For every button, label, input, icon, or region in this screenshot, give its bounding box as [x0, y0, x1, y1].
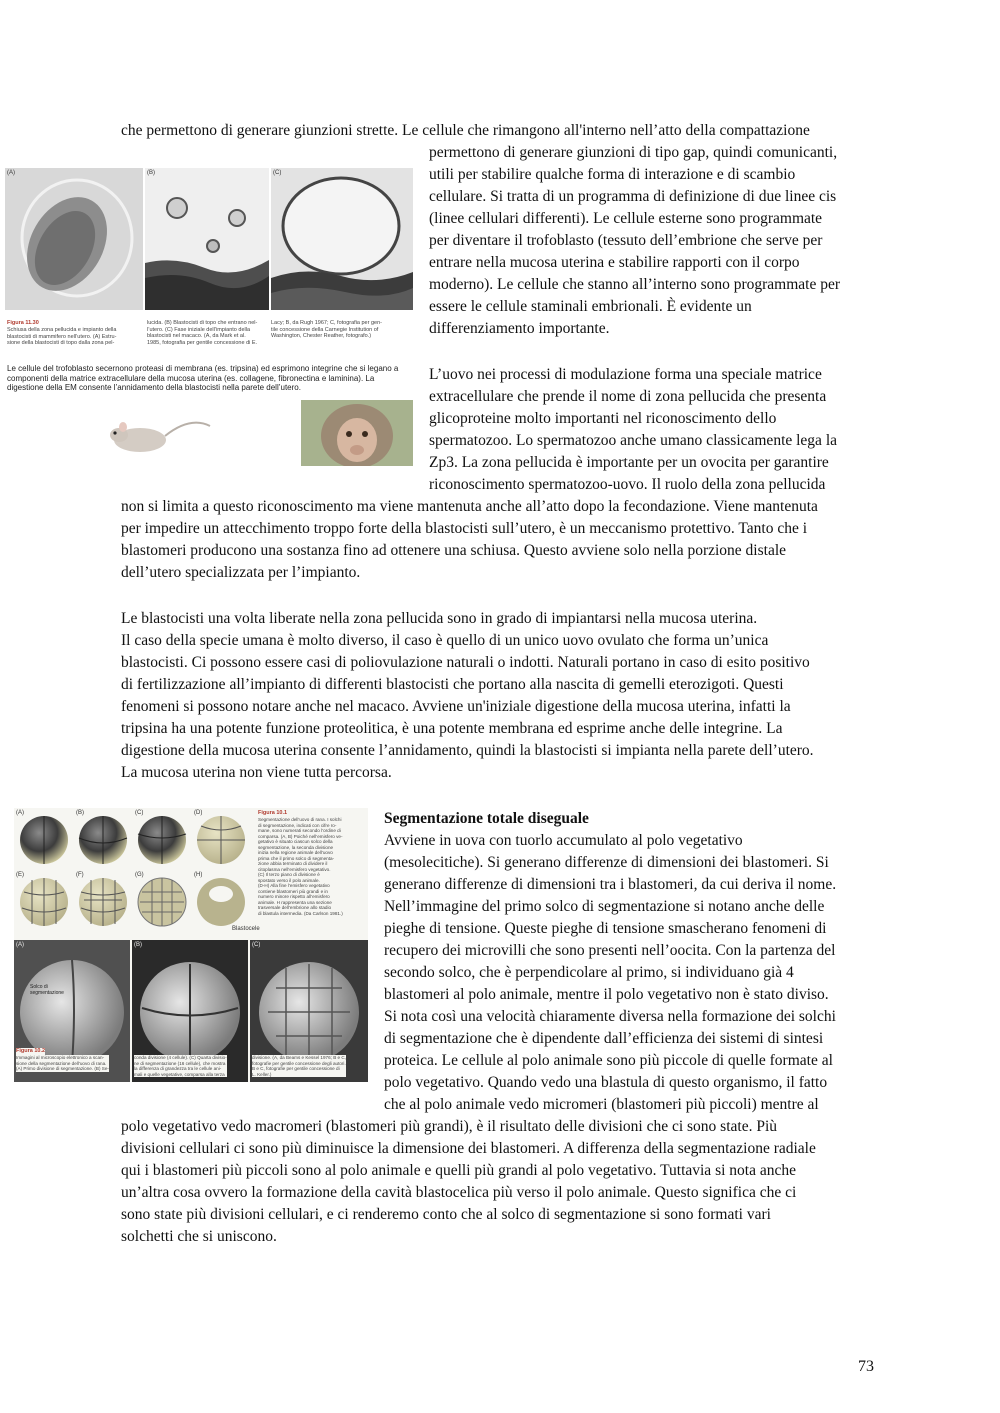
caption-line: L. Keller.) — [252, 1071, 272, 1077]
figure-title: Figura 11.30 — [7, 320, 39, 326]
caption-line: lucida. (B) Blastocisti di topo che entrano nel- — [147, 320, 258, 326]
text-line: Le blastocisti una volta liberate nella zona pellucida sono in grado di impiantarsi nella mucosa uterina. — [121, 610, 758, 627]
text-line: non si limita a questo riconoscimento ma viene mantenuta anche all’atto dopo la fecondazione. Viene mantenuta — [121, 498, 818, 515]
text-line: differenziamento importante. — [429, 320, 610, 337]
caption-line: Immagini al microscopio elettronico a scan- — [16, 1055, 105, 1060]
section-heading: Segmentazione totale diseguale — [384, 810, 589, 827]
blastocele-label: Blastocele — [232, 926, 260, 932]
caption-line: di blastula intermedia. (Da Carlson 1981.) — [258, 910, 343, 916]
embryo-e — [20, 878, 68, 926]
caption2-column-2 — [134, 1055, 227, 1077]
embryo-f — [79, 878, 127, 926]
panel-label: (F) — [76, 872, 84, 878]
text-line: di segmentazione che è dipendente dall’efficienza dei sistemi di sintesi — [384, 1030, 824, 1047]
caption-line: l’utero. (C) Fase iniziale dell’impianto della — [147, 326, 251, 333]
caption-block — [258, 817, 343, 916]
text-line: Nell’immagine del primo solco di segmentazione si notano anche delle — [384, 898, 825, 915]
text-line: blastomeri al polo animale, mentre il polo vegetativo non è stato diviso. — [384, 986, 829, 1003]
caption2-column-1 — [16, 1055, 109, 1072]
caption-column-1 — [7, 327, 116, 347]
caption-line: spostato verso il polo animale. — [258, 877, 320, 883]
panel-label-a: (A) — [7, 170, 15, 176]
panel-label: (G) — [135, 872, 144, 878]
caption-line: getativo è situato ciascun solco della — [258, 839, 333, 844]
caption-line: fotografie per gentile concessione degli autori. — [252, 1060, 346, 1066]
caption-line: mane, sono numerati secondo l’ordine di — [258, 828, 341, 833]
mouse-image — [105, 410, 225, 456]
page-number: 73 — [858, 1358, 874, 1375]
panel-label-b: (B) — [147, 170, 155, 176]
caption-line: mali e quelle vegetative, comparsa alla terza — [134, 1071, 225, 1077]
caption-line: blastocisti di mammifero nell’utero. (A) Estru- — [7, 333, 117, 340]
text-line: pieghe di tensione. Queste pieghe di tensione smascherano fenomeni di — [384, 920, 827, 937]
text-line: sono state più divisioni cellulari, e ci renderemo conto che al solco di segmentazione si sono formati vari — [121, 1206, 771, 1223]
caption-line: prima che il primo solco di segmenta- — [258, 855, 335, 861]
text-line: polo vegetativo vedo macromeri (blastomeri più grandi), è il risultato delle divisioni che ci sono state. Più — [121, 1118, 778, 1135]
figure-title-2: Figura 10.2 — [16, 1048, 46, 1054]
text-line: qui i blastomeri più piccoli sono al polo animale e quelli più grandi al polo vegetativo. Tuttavia si nota anche — [121, 1162, 796, 1179]
text-line: che al polo animale vedo micromeri (blastomeri più piccoli) mentre al — [384, 1096, 819, 1113]
text-line: digestione della mucosa uterina consente l’annidamento, quindi la blastocisti si impianta nella parete dell’utero. — [121, 742, 814, 759]
caption-line: numero minore rispetto all’emisfero — [258, 894, 330, 899]
caption-line: B e C, fotografie per gentile concessione di — [252, 1066, 340, 1071]
panel-label: (D) — [194, 810, 203, 816]
panel-label: (H) — [194, 872, 203, 878]
caption-column-3 — [271, 320, 382, 340]
caption-line: sione della blastocisti di topo dalla zona pel- — [7, 340, 115, 346]
caption-line: (A) Primo divisione di segmentazione. (B) Se- — [16, 1066, 109, 1071]
text-line: (linee cellulari differenti). Le cellule esterne sono programmate — [429, 210, 823, 227]
embryo-a — [20, 816, 68, 864]
text-line: utili per stabilire qualche forma di interazione e di scambio — [429, 166, 796, 183]
text-line: polo vegetativo. Quando vedo una blastula di questo organismo, il fatto — [384, 1074, 828, 1091]
caption-line: 1985, fotografia per gentile concessione di E. — [147, 339, 258, 346]
text-line: proteica. Le cellule al polo animale sono più piccole di quelle formate al — [384, 1052, 833, 1069]
caption-line: tile concessione della Carnegie Institution of — [271, 326, 379, 333]
text-line: divisioni cellulari ci sono più diminuisce la dimensione dei blastomeri. A differenza della segmentazione radiale — [121, 1140, 816, 1157]
text-line: Il caso della specie umana è molto diverso, il caso è quello di un unico uovo ovulato che forma un’unica — [121, 632, 769, 649]
text-line: Avviene in uova con tuorlo accumulato al polo vegetativo — [384, 832, 743, 849]
caption-line: citoplasma nell’emisfero vegetativo. — [258, 866, 331, 872]
micrograph-panels — [5, 168, 413, 310]
caption-line: conda divisione (4 cellule). (C) Quarta divisio- — [134, 1055, 227, 1060]
text-line: spermatozoo. Lo spermatozoo anche umano classicamente lega la — [429, 432, 838, 449]
text-line: fenomeni si possono notare anche nel macaco. Avviene un'iniziale digestione della mucosa uterina, infatti la — [121, 698, 791, 715]
sem-annotation: Solco di segmentazione — [30, 984, 64, 996]
caption-line: animale. H rappresenta una sezione — [258, 899, 332, 905]
figure-note: Le cellule del trofoblasto secernono proteasi di membrana (es. tripsina) ed esprimono integrine che si legano a componenti della matrice extracellulare della mucosa uterina (es. collagene, fibronectina e laminina). La digestione della EM consente l’annidamento della blastocisti nella parete dell’utero. — [7, 364, 399, 392]
embryo-g — [138, 878, 186, 926]
text-line: extracellulare che prende il nome di zona pellucida che presenta — [429, 388, 827, 405]
caption-line: divisione. (A, da Beams e Kessel 1976; B e C, — [252, 1055, 346, 1060]
caption-line: ne di segmentazione (16 cellule), che mostra — [134, 1060, 226, 1066]
text-line: generano differenze di dimensioni tra i blastomeri, da cui deriva il nome. — [384, 876, 837, 893]
text-line: cellulare. Si tratta di un programma di definizione di due linee cis — [429, 188, 837, 205]
sem-label: (C) — [252, 942, 261, 948]
caption-line: Lacy; B, da Rugh 1967; C, fotografia per gen- — [271, 320, 382, 326]
text-line: solchetti che si uniscono. — [121, 1228, 277, 1245]
text-line: La mucosa uterina non viene tutta percorsa. — [121, 764, 392, 781]
text-line: moderno). Le cellule che stanno all’interno sono programmate per — [429, 276, 841, 293]
text-line: recupero dei microvilli che sono presenti nell’oocita. Con la partenza del — [384, 942, 836, 959]
caption-line: zione abbia terminato di dividere il — [258, 861, 328, 866]
text-line: secondo solco, che è perpendicolare al primo, si individuano già 4 — [384, 964, 794, 981]
embryo-h — [197, 878, 245, 926]
text-line: blastocisti. Ci possono essere casi di poliovulazione naturali o indotti. Naturali portano in caso di esito positivo — [121, 654, 810, 671]
embryo-b — [79, 816, 127, 864]
caption-line: sione della segmentazione dell’uovo di rana. — [16, 1060, 107, 1066]
caption-line: blastocisti nel macaco. (A, da Mark et al. — [147, 333, 246, 339]
sem-label: (B) — [134, 942, 142, 948]
figure-title: Figura 10.1 — [258, 810, 288, 816]
text-line: glicoproteine molto importanti nel riconoscimento dello — [429, 410, 777, 427]
text-line: entrare nella mucosa uterina e stabilire rapporti con il corpo — [429, 254, 800, 271]
text-line: di fertilizzazione all’impianto di differenti blastocisti che portano alla nascita di gemelli eterozigoti. Questi — [121, 676, 784, 693]
caption-line: Schiusa della zona pellucida e impianto della — [7, 327, 117, 333]
embryo-c — [138, 816, 186, 864]
figure-frog-cleavage — [14, 808, 368, 1082]
panel-label-c: (C) — [273, 170, 282, 176]
text-line: dell’utero specializzata per l’impianto. — [121, 564, 361, 581]
caption-line: di segmentazione, indicati con cifre ro- — [258, 822, 337, 828]
panel-label: (E) — [16, 872, 24, 878]
panel-label: (A) — [16, 810, 24, 816]
panel-label: (B) — [76, 810, 84, 816]
text-line: essere le cellule staminali embrionali. È evidente un — [429, 298, 752, 315]
text-line: Zp3. La zona pellucida è importante per un ovocita per garantire — [429, 454, 829, 471]
text-line: tripsina ha una potente funzione proteolitica, è una potente membrana ed esprime anche delle integrine. La — [121, 720, 783, 737]
sem-label: (A) — [16, 942, 24, 948]
text-line: per diventare il trofoblasto (tessuto dell’embrione che serve per — [429, 232, 823, 249]
caption-line: inizia nella regione animale dell’uovo — [258, 850, 333, 855]
figure-blastocyst-implantation — [5, 168, 413, 468]
embryo-d — [197, 816, 245, 864]
text-line: riconoscimento spermatozoo-uovo. Il ruolo della zona pellucida — [429, 476, 826, 493]
macaque-image — [301, 400, 413, 466]
panel-label: (C) — [135, 810, 144, 816]
caption-line: (C) Il terzo piano di divisione è — [258, 872, 320, 877]
caption-line: comparsa. (A, B) Poiché nell’emisfero ve- — [258, 833, 343, 839]
text-line: per impedire un attecchimento troppo forte della blastocisti sull’utero, è un meccanismo protettivo. Tanto che i — [121, 520, 808, 537]
caption-line: (D-H) Alla fine l’emisfero vegetativo — [258, 883, 330, 888]
caption-line: trasversale dell’embrione allo stadio — [258, 905, 332, 910]
text-line: Si nota così una velocità chiaramente diversa nella formazione dei solchi — [384, 1008, 836, 1025]
caption-column-2 — [147, 320, 257, 346]
text-line: L’uovo nei processi di modulazione forma una speciale matrice — [429, 366, 822, 383]
caption2-column-3 — [252, 1055, 346, 1077]
caption-line: Washington, Chester Reather, fotografo.) — [271, 333, 372, 339]
text-line: permettono di generare giunzioni di tipo gap, quindi comunicanti, — [429, 144, 838, 161]
caption-line: segmentazione, la seconda divisione — [258, 844, 334, 850]
text-line: (mesolecitiche). Si generano differenze di dimensioni dei blastomeri. Si — [384, 854, 829, 871]
caption-line: la differenza di grandezza tra le cellule ani- — [134, 1066, 222, 1071]
text-line: un’altra cosa ovvero la formazione della cavità blastocelica più verso il polo animale. Questo significa che ci — [121, 1184, 797, 1201]
text-line: blastomeri producono una sostanza fino ad ottenere una schiusa. Questo avviene solo nella porzione distale — [121, 542, 787, 559]
caption-line: contiene blastomeri più grandi e in — [258, 888, 328, 894]
caption-line: Segmentazione dell’uovo di rana. I solchi — [258, 817, 342, 822]
text-line: che permettono di generare giunzioni strette. Le cellule che rimangono all'interno nell’atto della compattazione — [121, 122, 810, 139]
